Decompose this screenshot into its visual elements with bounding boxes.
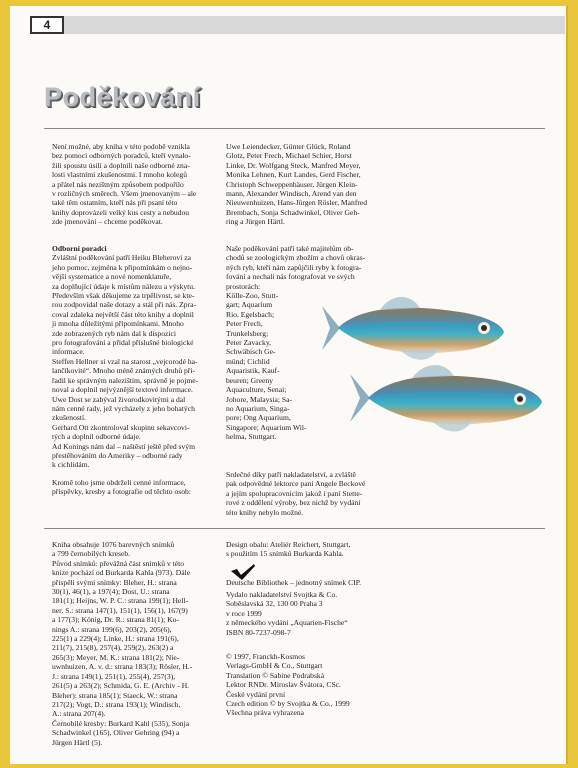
text-line: jeho pomoc, zejména k připomínkám o nejno- [52,262,193,272]
text-line: Christoph Schweppenhäuser, Jürgen Klein- [226,179,358,189]
text-line: Translation © Sabine Podrabská [226,670,325,680]
text-line: ring a Jürgen Härtl. [226,217,285,227]
text-line: Aquaristik, Kauf- [226,366,280,376]
advisors-paragraph-2 [52,357,198,470]
text-line: Srdečné díky patří nakladatelství, a zvláště [226,470,356,479]
text-line: k cichlidám. [52,460,90,470]
text-line: noval a doplnil nejvýznější textové informace. [52,385,193,395]
text-line: 261(5) a 263(2); Schmida, G. E. (Archiv - H. [52,681,190,691]
imprint-copyright [226,652,350,718]
text-line: ner, S.: strana 147(1), 151(1), 156(1), 167(9) [52,605,188,615]
text-line: Johore, Malaysia; Sa- [226,394,293,404]
text-line: rové z oddělení výroby, bez nichž by vydání [226,498,361,508]
text-line: z německého vydání „Aquarien-Fische“ [226,618,348,628]
text-line: v rozličných směrech. Všem jmenovaným – ale [52,189,197,199]
text-line: beuren; Greeny [226,375,274,385]
text-line: Naše poděkování patří také majitelům ob- [226,244,354,253]
text-line: v roce 1999 [226,608,262,618]
text-line: Schwäbisch Ge- [226,347,276,357]
text-line: losti vlastními zkušenostmi. I mnoho kolegů [52,170,187,180]
advisors-section [52,244,198,497]
text-line: České vydání první [226,689,286,699]
text-line: pore; Ong Aquarium, [226,413,291,423]
text-line: Peter Zavacky, [226,338,272,348]
text-line: gart; Aquarium [226,300,273,310]
text-line: Především však děkujeme za trpělivost, se kte- [52,291,195,301]
text-line: fování a nechali nás fotografovat ve svých [226,272,355,282]
text-line: Uwe Leiendecker, Günter Glück, Roland [226,142,351,151]
text-line: Brembach, Sonja Schadwinkel, Oliver Geh- [226,207,360,217]
text-line: Steffen Hellner si vzal na starost „vejcorodé ha- [52,356,198,366]
tetra-fish-icon [320,288,510,368]
text-line: 30(1), 46(1), a 197(4); Dost, U.: strana [52,587,170,597]
advisors-paragraph-1 [52,253,198,356]
text-line: 181(1); Heijns, W. P. C.: strana 199(1); Hell- [52,596,189,606]
text-line: Aquaculture, Senai; [226,385,287,395]
text-line: Monika Lehnen, Kurt Landes, Gerd Fischer, [226,170,361,180]
text-line: a 177(3); König, Dr. R.: strana 81(1); Ko- [52,615,179,625]
text-line: této knihy nebylo možné. [226,507,304,517]
text-line: Soběslavská 32, 130 00 Praha 3 [226,599,323,609]
text-line: zde jmenováni – chceme poděkovat. [52,217,163,227]
cover-design [226,540,350,559]
header-bar [30,16,565,34]
text-line: Linke, Dr. Wolfgang Steck, Manfred Meyer, [226,160,361,170]
text-line: 265(3); Meyer, M. K.: strana 181(2); Nie- [52,652,180,662]
text-line: uwnhuizen, A. v. d.: strana 183(3); Rösler, H.- [52,662,193,672]
text-line: zkušeností. [52,413,86,423]
text-line: mann, Alexander Windisch, Arend van den [226,189,357,199]
text-line: Nieuwenhuizen, Hans-Jürgen Rösler, Manfred [226,198,368,208]
publisher-thanks-paragraph [226,470,365,517]
text-line: nám cenné rady, jež vycházely z jeho bohatých [52,403,195,413]
imprint-publisher [226,590,348,637]
text-line: Singapore; Aquarium Wil- [226,422,307,432]
text-line: 211(7), 215(8), 257(4), 259(2), 263(2) a [52,643,174,653]
divider-top [44,128,545,129]
text-line: Bleher): strana 185(1); Staeck, W.: strana [52,690,178,700]
text-line: prostorách: [226,281,261,291]
text-line: Ad Konings nám dal – naštěstí ještě před svým [52,441,195,451]
text-line: s použitím 15 snímků Burkarda Kahla. [226,549,344,559]
text-line: Verlags-GmbH & Co., Stuttgart [226,661,323,671]
text-line: Černobílé kresby: Burkard Kahl (535), Sonja [52,718,190,728]
text-line: A.: strana 207(4). [52,709,106,719]
text-line: nings A.: strana 199(6), 203(2), 205(6), [52,624,172,634]
text-line: ných ryb, kteří nám zapůjčili ryby k fotogra- [226,262,362,272]
text-line: rou zodpovídal naše dotazy a stál při nás. Zpra- [52,300,197,310]
text-line: J.: strana 149(1), 251(1), 255(4), 257(3), [52,671,176,681]
text-line: přestěhováním do Ameriky – odborné rady [52,450,183,460]
cip-note: Deutsche Bibliothek – jednotný snímek CIP. [226,578,361,587]
names-paragraph [226,142,367,227]
advisors-heading: Odborní poradci [52,244,107,253]
text-line: ji mnoha důležitými připomínkami. Mnoho [52,319,184,329]
text-line: münd; Cichlid [226,356,270,366]
text-line: zde zobrazených ryb nám dal k dispozici [52,328,176,338]
text-line: coval zdaleka největší část této knihy a doplnil [52,309,194,319]
text-line: no Aquarium, Singa- [226,403,290,413]
text-line: Jürgen Härtl (5). [52,737,103,747]
text-line: vější systematice a nové nomenklatuře, [52,272,172,282]
text-line: Uwe Dost se zabýval živorodkovitými a dal [52,394,186,404]
text-line: ISBN 80-7237-098-7 [226,627,291,637]
advisors-paragraph-3 [52,478,198,497]
text-line: Peter Frech, [226,319,263,329]
text-line: knize pochází od Burkarda Kahla (973). Dále [52,568,191,578]
text-line: chodů se zoologickým zbožím a chovů okras- [226,253,366,263]
text-line: pak odpovědné lektorce paní Angele Beckové [226,479,366,489]
text-line: Kölle-Zoo, Stutt- [226,291,279,301]
text-line: příspěvky, kresby a fotografie od těchto osob: [52,487,191,497]
text-line: © 1997, Franckh-Kosmos [226,652,305,661]
text-line: Není možné, aby kniha v této podobě vznikla [52,142,190,151]
text-line: za doplňující údaje k místům nálezu a výskytu. [52,281,195,291]
text-line: bez pomoci odborných poradců, kteří vynalo- [52,151,191,161]
text-line: Kromě toho jsme obdrželi cenné informace, [52,477,186,487]
text-line: žili spoustu úsilí a doplnili naše odborné zna- [52,160,190,170]
text-line: 217(2); Vogt, D.: strana 193(1); Windisch, [52,699,181,709]
intro-paragraph [52,142,196,227]
text-line: pro fotografování a přidal příslušné biologické [52,338,194,348]
bird-logo-icon [230,563,256,581]
text-line: Lektor RNDr. Miroslav Švátora, CSc. [226,680,341,690]
photo-credits [52,540,192,747]
divider-bottom [44,528,545,529]
text-line: tých a doplnil odborné údaje. [52,432,141,442]
text-line: Rio, Egelsbach; [226,309,275,319]
text-line: Vydalo nakladatelství Svojtka & Co. [226,590,338,599]
tetra-fish-icon [348,358,548,438]
text-line: Zvláštní poděkování patří Heiku Bleherovi za [52,253,191,263]
text-line: a přátel nás nezištným způsobem podpořilo [52,179,184,189]
text-line: také těm ostatním, kteří nás při psaní této [52,198,178,208]
text-line: Původ snímků: převážná část snímků v této [52,558,185,568]
page-title: Poděkování [44,82,201,112]
text-line: a jejím spolupracovnicím jakož i paní Stette- [226,488,363,498]
text-line: 225(1) a 229(4); Linke, H.: strana 191(6), [52,634,179,644]
text-line: a 799 černobílých kreseb. [52,549,131,559]
text-line: helma, Stuttgart. [226,432,277,442]
text-line: knihy doprovázeli velký kus cesty a nebudou [52,207,190,217]
text-line: lančíkovité“. Mnoho méně známých druhů při- [52,366,195,376]
text-line: Kniha obsahuje 1076 barevných snímků [52,540,175,549]
text-line: Czech edition © by Svojtka & Co., 1999 [226,699,350,709]
page-number: 4 [30,16,64,34]
text-line: Všechna práva vyhrazena [226,708,305,718]
text-line: řadil ke správným nalezištím, správně je pojme- [52,375,199,385]
text-line: informace. [52,347,85,357]
text-line: Design obalu: Ateliér Reichert, Stuttgart, [226,540,351,549]
text-line: Gerhard Ott zkontroloval skupinu sekavcovi- [52,422,190,432]
text-line: Trunkelsberg; [226,328,269,338]
text-line: přispěli svými snímky: Bleher, H.: strana [52,577,177,587]
text-line: Schadwinkel (165), Oliver Gehring (94) a [52,728,180,738]
text-line: Glotz, Peter Frech, Michael Schier, Horst [226,151,352,161]
